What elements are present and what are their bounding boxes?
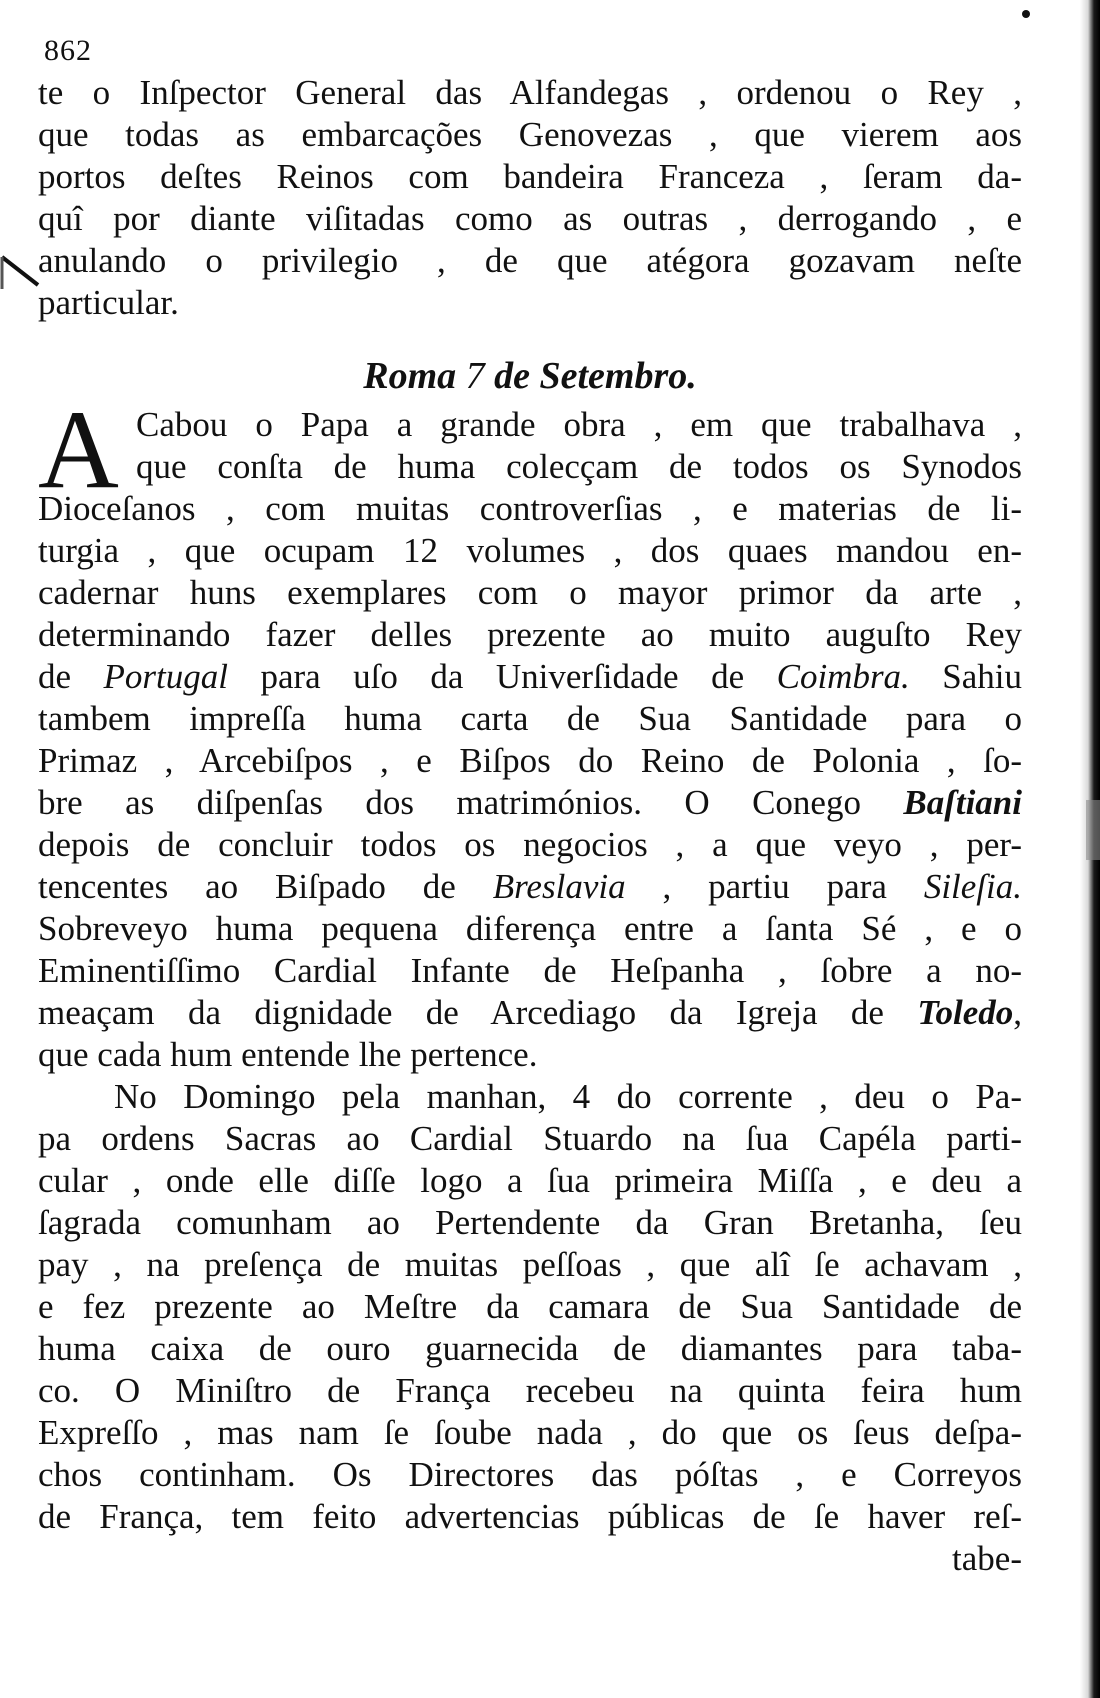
page-number: 862 [44,34,92,67]
place-name-silesia: Sileſia. [923,867,1022,906]
text-line: Dioceſanos , com muitas controverſias , e materias de li- [38,489,1022,528]
text-run: de [38,657,72,696]
person-name-bastiani: Baſtiani [903,783,1022,822]
text-line: No Domingo pela manhan, 4 do corrente , deu o Pa- [114,1077,1022,1116]
text-line [38,782,1022,824]
text-line: e fez prezente ao Meſtre da camara de Sua Santidade de [38,1287,1022,1326]
text-line [38,656,1022,698]
text-line: Eminentiſſimo Cardial Infante de Heſpanha , ſobre a no- [38,951,1022,990]
text-run: tencentes ao Biſpado de [38,867,456,906]
text-run: Sahiu [942,657,1022,696]
text-line [38,992,1022,1034]
text-run: meaçam da dignidade de Arcediago da Igreja de [38,993,884,1032]
text-line: depois de concluir todos os negocios , a que veyo , per- [38,825,1022,864]
text-line: particular. [38,283,179,322]
intro-paragraph [38,72,1022,324]
text-line: Cabou o Papa a grande obra , em que trabalhava , [136,405,1022,444]
text-line: quî por diante viſitadas como as outras , derrogando , e [38,199,1022,238]
text-line: que todas as embarcações Genovezas , que vierem aos [38,115,1022,154]
drop-cap: A [38,388,119,512]
text-run: bre as diſpenſas dos matrimónios. O Conego [38,783,861,822]
text-line: portos deſtes Reinos com bandeira Franceza , ſeram da- [38,157,1022,196]
text-line: huma caixa de ouro guarnecida de diamantes para taba- [38,1329,1022,1368]
text-line: determinando fazer delles prezente ao muito auguſto Rey [38,615,1022,654]
heading-day: 7 [465,355,485,397]
text-run: , partiu para [662,867,887,906]
place-name-breslavia: Breslavia [492,867,626,906]
text-line: te o Inſpector General das Alfandegas , ordenou o Rey , [38,73,1022,112]
text-line: Expreſſo , mas nam ſe ſoube nada , do que os ſeus deſpa- [38,1413,1022,1452]
text-line: Primaz , Arcebiſpos , e Biſpos do Reino de Polonia , ſo- [38,741,1022,780]
text-line: chos continham. Os Directores das póſtas , e Correyos [38,1455,1022,1494]
text-line [38,866,1022,908]
text-run: para uſo da Univerſidade de [260,657,745,696]
section-heading [38,354,1022,398]
text-line: que conſta de huma colecçam de todos os Synodos [136,447,1022,486]
text-line: turgia , que ocupam 12 volumes , dos quaes mandou en- [38,531,1022,570]
ink-dot [1022,10,1030,18]
text-line: co. O Miniſtro de França recebeu na quinta feira hum [38,1371,1022,1410]
heading-month: de Setembro. [494,355,697,397]
margin-smudge [1086,800,1100,860]
heading-city: Roma [363,355,457,397]
margin-tick-mark [0,255,40,291]
text-line: tambem impreſſa huma carta de Sua Santidade para o [38,699,1022,738]
text-line: pa ordens Sacras ao Cardial Stuardo na ſua Capéla parti- [38,1119,1022,1158]
text-line: anulando o privilegio , de que atégora gozavam neſte [38,241,1022,280]
place-name-toledo: Toledo [917,993,1014,1032]
text-line: cular , onde elle diſſe logo a ſua primeira Miſſa , e deu a [38,1161,1022,1200]
text-line: cadernar huns exemplares com o mayor primor da arte , [38,573,1022,612]
catchword: tabe- [952,1539,1022,1578]
text-line: ſagrada comunham ao Pertendente da Gran Bretanha, ſeu [38,1203,1022,1242]
place-name-portugal: Portugal [103,657,228,696]
place-name-coimbra: Coimbra. [776,657,910,696]
paragraph-rome-2 [38,1076,1022,1580]
text-line: que cada hum entende lhe pertence. [38,1035,538,1074]
text-line: Sobreveyo huma pequena diferença entre a ſanta Sé , e o [38,909,1022,948]
text-run: , [1013,993,1022,1032]
paragraph-rome-1 [38,388,1022,1076]
page-text [38,34,1022,1580]
text-line: de França, tem feito advertencias públicas de ſe haver reſ- [38,1497,1022,1536]
text-line: pay , na preſença de muitas peſſoas , que alî ſe achavam , [38,1245,1022,1284]
